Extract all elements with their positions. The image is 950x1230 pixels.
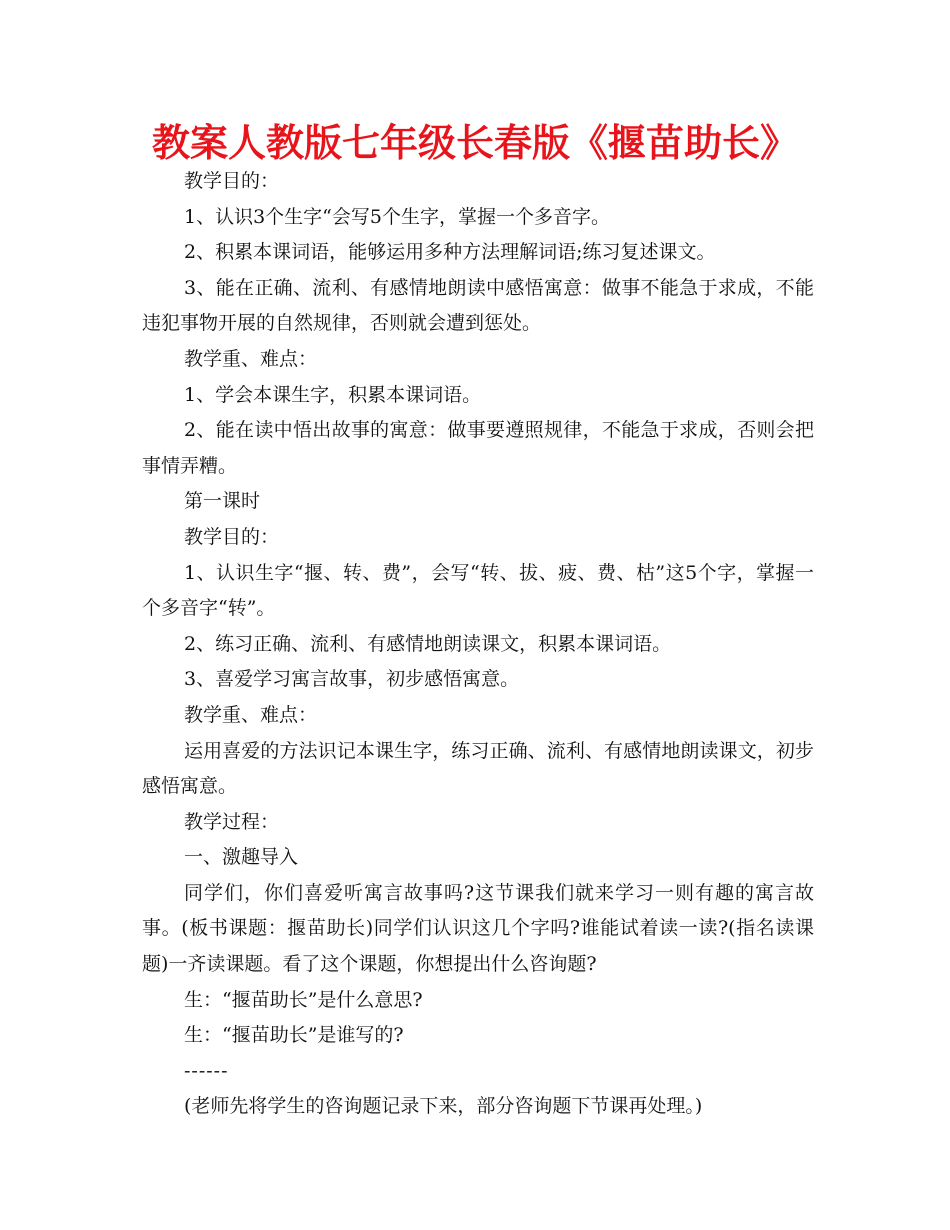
paragraph-step-one-heading: 一、激趣导入 bbox=[184, 846, 299, 869]
paragraph-dash-separator: ------ bbox=[184, 1059, 229, 1082]
paragraph-lesson-objectives-heading: 教学目的： bbox=[184, 525, 280, 548]
paragraph-lesson-objective-3: 3、喜爱学习寓言故事，初步感悟寓意。 bbox=[184, 668, 520, 691]
paragraph-key-point-2: 2、能在读中悟出故事的寓意：做事要遵照规律，不能急于求成，否则会把事情弄糟。 bbox=[142, 419, 814, 477]
paragraph-teacher-note: (老师先将学生的咨询题记录下来，部分咨询题下节课再处理。) bbox=[184, 1095, 703, 1118]
paragraph-objective-1: 1、认识3个生字“会写5个生字，掌握一个多音字。 bbox=[184, 205, 610, 228]
paragraph-key-point-1: 1、学会本课生字，积累本课词语。 bbox=[184, 383, 482, 406]
paragraph-lesson-key-points: 运用喜爱的方法识记本课生字，练习正确、流利、有感情地朗读课文，初步感悟寓意。 bbox=[142, 739, 814, 798]
paragraph-objective-3: 3、能在正确、流利、有感情地朗读中感悟寓意：做事不能急于求成，不能违犯事物开展的自然规律，否则就会遭到惩处。 bbox=[142, 276, 814, 335]
document-title: 教案人教版七年级长春版《揠苗助长》 bbox=[151, 121, 798, 165]
paragraph-lesson-objective-1: 1、认识生字“揠、转、费”，会写“转、拔、疲、费、枯”这5个字，掌握一个多音字“转”。 bbox=[142, 561, 814, 620]
paragraph-objective-2: 2、积累本课词语，能够运用多种方法理解词语;练习复述课文。 bbox=[184, 241, 716, 264]
paragraph-objectives-heading: 教学目的： bbox=[184, 170, 280, 192]
paragraph-introduction: 同学们，你们喜爱听寓言故事吗?这节课我们就来学习一则有趣的寓言故事。(板书课题：揠苗助长)同学们认识这几个字吗?谁能试着读一读?(指名读课题)一齐读课题。看了这个课题，你想提出什么咨询题? bbox=[142, 881, 814, 976]
paragraph-process-heading: 教学过程： bbox=[184, 810, 280, 833]
paragraph-student-question-1: 生：“揠苗助长”是什么意思? bbox=[184, 988, 423, 1011]
paragraph-key-points-heading: 教学重、难点： bbox=[184, 347, 318, 370]
document-body bbox=[142, 164, 814, 1125]
paragraph-lesson-one-heading: 第一课时 bbox=[184, 490, 261, 513]
paragraph-lesson-objective-2: 2、练习正确、流利、有感情地朗读课文，积累本课词语。 bbox=[184, 632, 672, 655]
paragraph-student-question-2: 生：“揠苗助长”是谁写的? bbox=[184, 1024, 404, 1047]
paragraph-lesson-key-points-heading: 教学重、难点： bbox=[184, 703, 318, 726]
